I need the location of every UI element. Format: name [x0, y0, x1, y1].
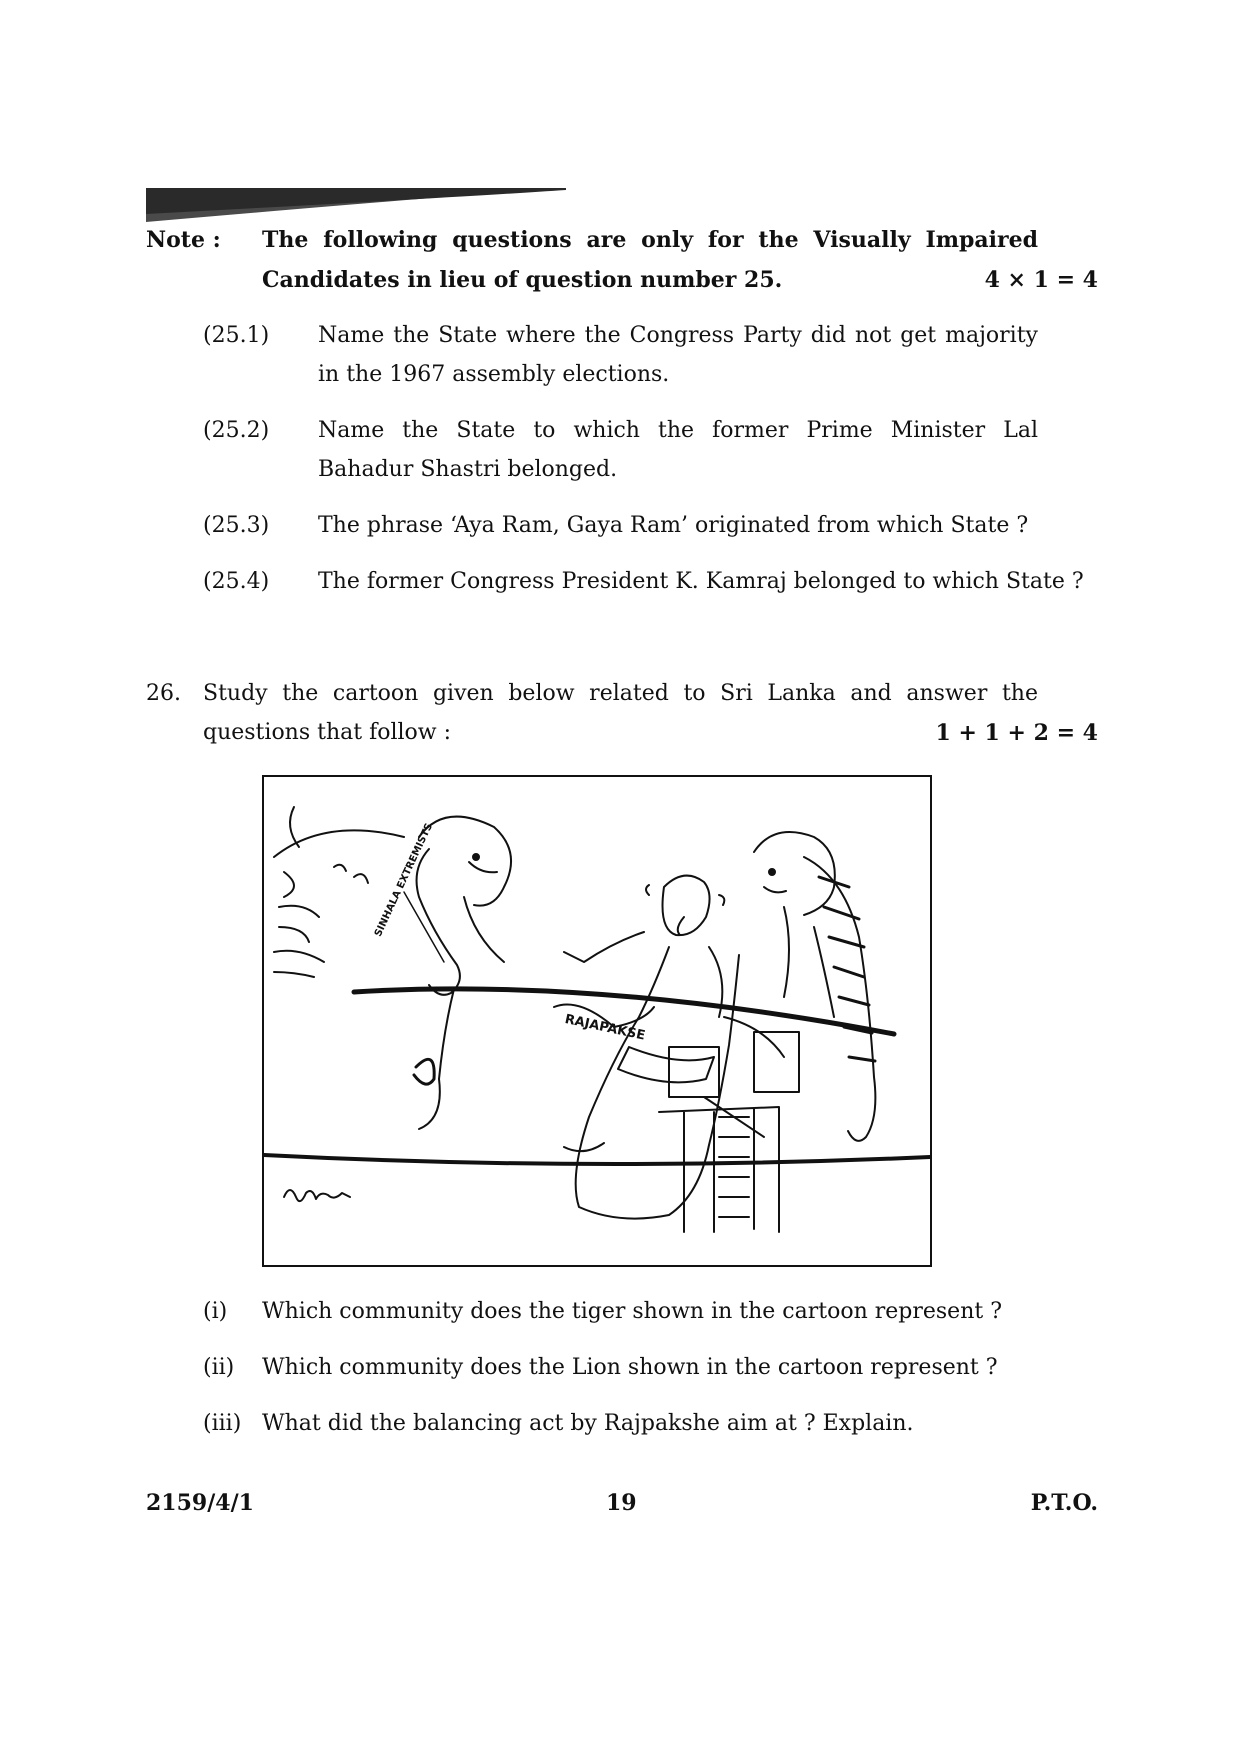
vi-question-num: (25.4) [203, 569, 270, 594]
vi-question-text-cont: Bahadur Shastri belonged. [318, 457, 618, 482]
sub-question-num: (i) [203, 1299, 228, 1324]
vi-question-text: The former Congress President K. Kamraj belonged to which State ? [318, 569, 1084, 594]
sub-question-num: (iii) [203, 1411, 242, 1436]
question-26-marks: 1 + 1 + 2 = 4 [935, 720, 1098, 746]
sub-question-text: Which community does the tiger shown in the cartoon represent ? [262, 1299, 1002, 1324]
cartoon-image [262, 775, 932, 1267]
vi-question-num: (25.3) [203, 513, 270, 538]
note-header-bar [146, 188, 566, 222]
vi-question-num: (25.1) [203, 323, 270, 348]
question-26-text: Study the cartoon given below related to Sri Lanka and answer the [203, 681, 1038, 706]
note-marks: 4 × 1 = 4 [984, 267, 1098, 293]
note-line-1: The following questions are only for the Visually Impaired [262, 227, 1038, 253]
cartoon-drawing [264, 777, 930, 1265]
note-label: Note : [146, 227, 221, 253]
pto-label: P.T.O. [1030, 1490, 1098, 1516]
vi-question-text-cont: in the 1967 assembly elections. [318, 362, 670, 387]
question-26-num: 26. [146, 681, 181, 706]
paper-code: 2159/4/1 [146, 1490, 254, 1516]
vi-question-text: Name the State to which the former Prime Minister Lal [318, 418, 1038, 443]
note-line-2: Candidates in lieu of question number 25. [262, 267, 783, 293]
page-number: 19 [606, 1490, 637, 1516]
vi-question-text: Name the State where the Congress Party did not get majority [318, 323, 1038, 348]
cartoon-label-rajapakse: RAJAPAKSE [563, 1011, 647, 1044]
question-26-text-cont: questions that follow : [203, 720, 452, 745]
vi-question-num: (25.2) [203, 418, 270, 443]
sub-question-text: What did the balancing act by Rajpakshe aim at ? Explain. [262, 1411, 914, 1436]
sub-question-num: (ii) [203, 1355, 235, 1380]
cartoon-label-lion: SINHALA EXTREMISTS [372, 821, 436, 939]
sub-question-text: Which community does the Lion shown in the cartoon represent ? [262, 1355, 998, 1380]
vi-question-text: The phrase ‘Aya Ram, Gaya Ram’ originated from which State ? [318, 513, 1029, 538]
